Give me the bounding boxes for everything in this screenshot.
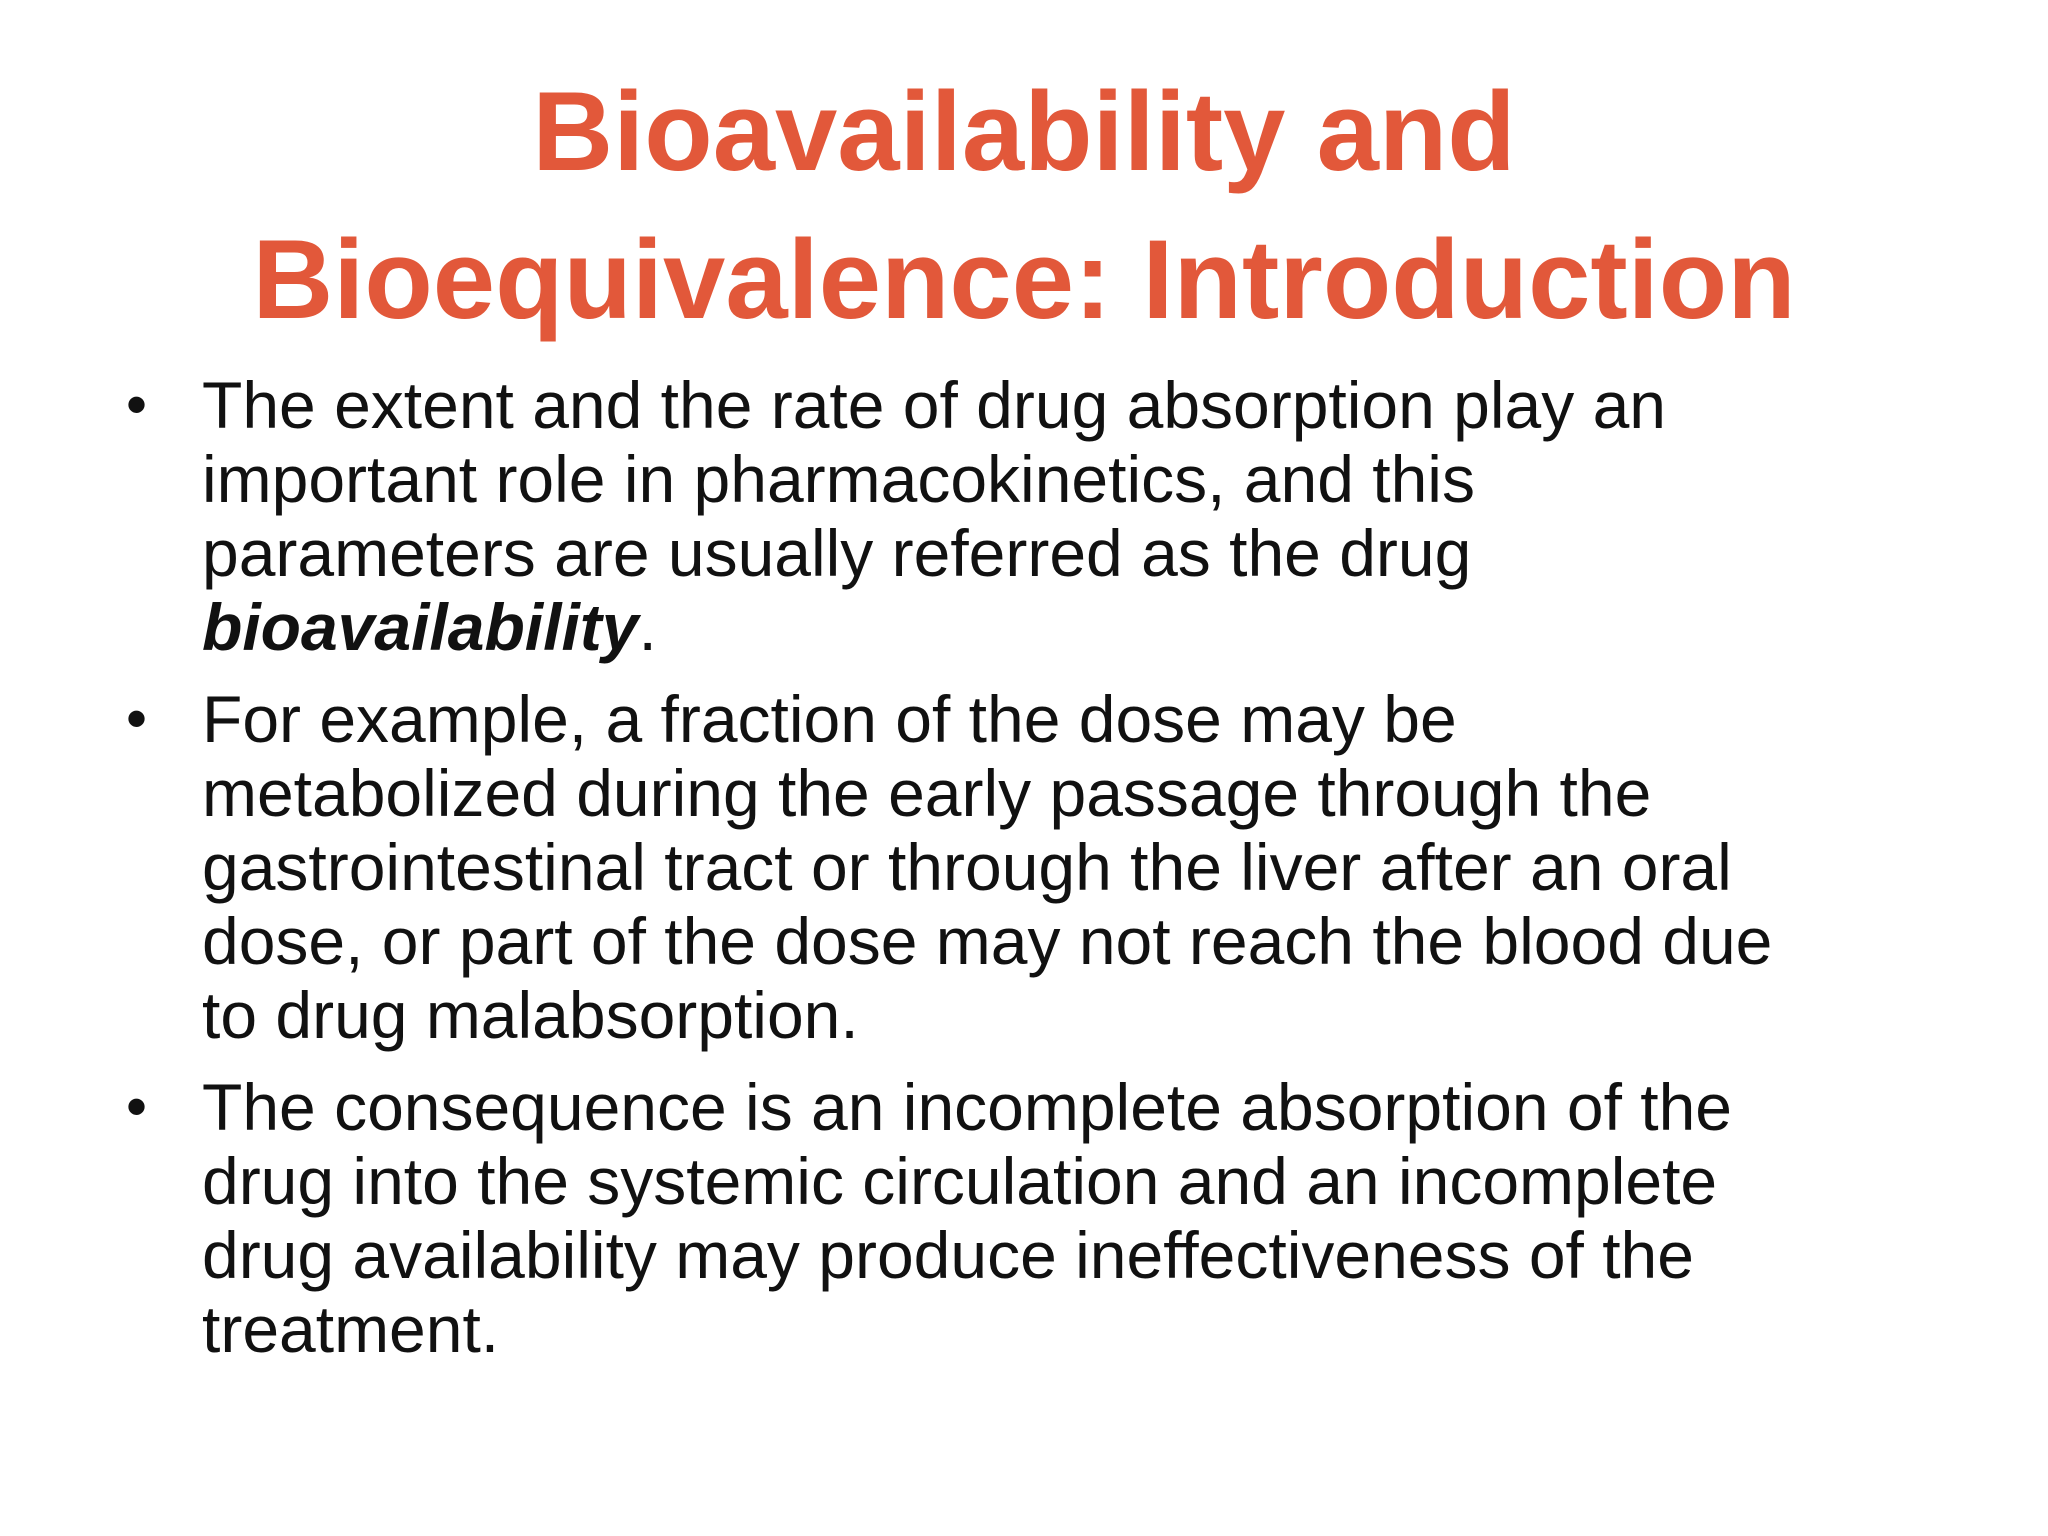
bullet-item-2 [120,682,1940,1052]
slide-title-line-1: Bioavailability and [532,69,1516,194]
bullet-item-3 [120,1070,1940,1366]
bullet-dot-icon: • [126,685,148,752]
bullet-3-line-3: drug availability may produce ineffectiveness of the [202,1218,1694,1292]
bullet-2-line-2: metabolized during the early passage through the [202,756,1652,830]
slide-title [0,58,2048,354]
bullet-1-line-3: parameters are usually referred as the drug [202,516,1472,590]
bullet-3-line-1: The consequence is an incomplete absorption of the [202,1070,1732,1144]
bullet-2-line-4: dose, or part of the dose may not reach the blood due [202,904,1773,978]
bullet-1-line-1: The extent and the rate of drug absorption play an [202,368,1666,442]
bullet-dot-icon: • [126,1073,148,1140]
bioavailability-term: bioavailability [202,590,639,664]
bullet-item-1 [120,368,1940,664]
bullet-2-line-1: For example, a fraction of the dose may be [202,682,1457,756]
bullet-1-line-4 [202,590,1940,664]
bullet-list [120,368,1940,1384]
term-period: . [638,590,657,664]
bullet-3-line-4: treatment. [202,1292,500,1366]
slide-title-line-2: Bioequivalence: Introduction [252,217,1796,342]
bullet-3-line-2: drug into the systemic circulation and an incomplete [202,1144,1718,1218]
bullet-2-line-5: to drug malabsorption. [202,978,859,1052]
bullet-dot-icon: • [126,371,148,438]
bullet-1-line-2: important role in pharmacokinetics, and this [202,442,1475,516]
bullet-2-line-3: gastrointestinal tract or through the liver after an oral [202,830,1732,904]
